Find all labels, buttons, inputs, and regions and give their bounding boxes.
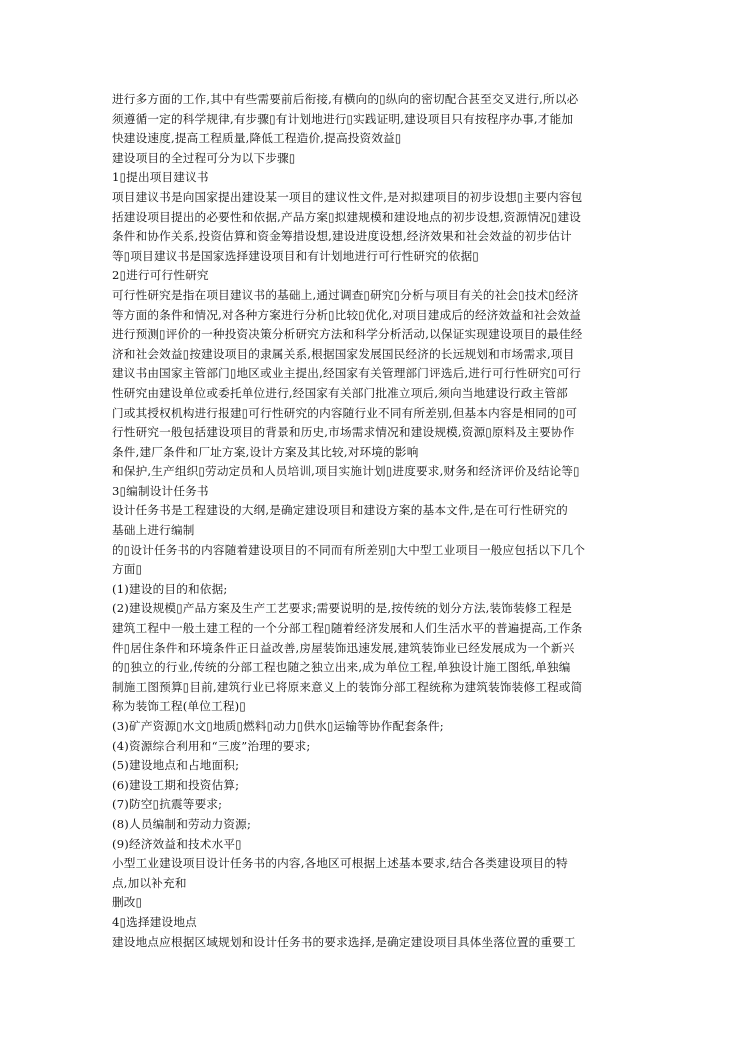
text-line: (4)资源综合利用和“三废”治理的要求; (112, 738, 311, 753)
text-line: 小型工业建设项目设计任务书的内容,各地区可根据上述基本要求,结合各类建设项目的特 (112, 856, 568, 871)
text-line: 2▯进行可行性研究 (112, 268, 209, 283)
text-line: 1▯提出项目建议书 (112, 170, 209, 185)
text-line: 建筑工程中一般土建工程的一个分部工程▯随着经济发展和人们生活水平的普遍提高,工作条 (112, 621, 583, 636)
text-line: 和保护,生产组织▯劳动定员和人员培训,项目实施计划▯进度要求,财务和经济评价及结论等▯ (112, 464, 580, 479)
text-line: 条件和协作关系,投资估算和资金筹措设想,建设进度设想,经济效果和社会效益的初步估计 (112, 229, 572, 244)
text-line: 建议书由国家主管部门▯地区或业主提出,经国家有关管理部门评选后,进行可行性研究▯可行 (112, 366, 582, 381)
text-line: 建设地点应根据区域规划和设计任务书的要求选择,是确定建设项目具体坐落位置的重要工 (112, 934, 576, 949)
text-line: (1)建设的目的和依据; (112, 581, 228, 596)
text-line: (5)建设地点和占地面积; (112, 758, 240, 773)
text-line: 行性研究一般包括建设项目的背景和历史,市场需求情况和建设规模,资源▯原料及主要协作 (112, 425, 575, 440)
text-line: 制施工图预算▯目前,建筑行业已将原来意义上的装饰分部工程统称为建筑装饰装修工程或简 (112, 679, 583, 694)
text-line: 基础上进行编制 (112, 523, 195, 538)
text-line: 门或其授权机构进行报建▯可行性研究的内容随行业不同有所差别,但基本内容是相同的▯可 (112, 405, 578, 420)
text-line: 建设项目的全过程可分为以下步骤▯ (112, 150, 296, 165)
text-line: (6)建设工期和投资估算; (112, 777, 240, 792)
text-line: 济和社会效益▯按建设项目的隶属关系,根据国家发展国民经济的长远规划和市场需求,项目 (112, 346, 575, 361)
text-line: 等▯项目建议书是国家选择建设项目和有计划地进行可行性研究的依据▯ (112, 248, 479, 263)
text-line: 件▯居住条件和环境条件正日益改善,房屋装饰迅速发展,建筑装饰业已经发展成为一个新兴 (112, 640, 575, 655)
text-line: 须遵循一定的科学规律,有步骤▯有计划地进行▯实践证明,建设项目只有按程序办事,才能加 (112, 111, 574, 126)
text-line: 方面▯ (112, 562, 143, 577)
text-line: 性研究由建设单位或委托单位进行,经国家有关部门批准立项后,须向当地建设行政主管部 (112, 385, 568, 400)
text-line: (7)防空▯抗震等要求; (112, 797, 223, 812)
text-line: (8)人员编制和劳动力资源; (112, 816, 252, 831)
document-body (112, 90, 638, 952)
text-line: 称为装饰工程(单位工程)▯ (112, 699, 246, 714)
text-line: 进行预测▯评价的一种投资决策分析研究方法和科学分析活动,以保证实现建设项目的最佳经 (112, 327, 583, 342)
text-line: 4▯选择建设地点 (112, 914, 197, 929)
text-line: (2)建设规模▯产品方案及生产工艺要求;需要说明的是,按传统的划分方法,装饰装修工程是 (112, 601, 573, 616)
text-line: 点,加以补充和 (112, 875, 187, 890)
text-line: 进行多方面的工作,其中有些需要前后衔接,有横向的▯纵向的密切配合甚至交叉进行,所以必 (112, 92, 579, 106)
text-line: 删改▯ (112, 895, 143, 910)
text-line: (3)矿产资源▯水文▯地质▯燃料▯动力▯供水▯运输等协作配套条件; (112, 719, 444, 733)
text-line: 快建设速度,提高工程质量,降低工程造价,提高投资效益▯ (112, 131, 402, 146)
text-line: (9)经济效益和技术水平▯ (112, 836, 242, 851)
text-line: 项目建议书是向国家提出建设某一项目的建议性文件,是对拟建项目的初步设想▯主要内容包 (112, 189, 583, 204)
text-line: 条件,建厂条件和厂址方案,设计方案及其比较,对环境的影响 (112, 444, 419, 459)
text-line: 3▯编制设计任务书 (112, 483, 209, 498)
text-line: 设计任务书是工程建设的大纲,是确定建设项目和建设方案的基本文件,是在可行性研究的 (112, 503, 568, 518)
text-line: 的▯设计任务书的内容随着建设项目的不同而有所差别▯大中型工业项目一般应包括以下几个 (112, 542, 586, 557)
text-line: 的▯独立的行业,传统的分部工程也随之独立出来,成为单位工程,单独设计施工图纸,单独编 (112, 660, 571, 675)
text-line: 括建设项目提出的必要性和依据,产品方案▯拟建规模和建设地点的初步设想,资源情况▯建设 (112, 209, 582, 224)
text-line: 可行性研究是指在项目建议书的基础上,通过调查▯研究▯分析与项目有关的社会▯技术▯经济 (112, 287, 579, 302)
text-line: 等方面的条件和情况,对各种方案进行分析▯比较▯优化,对项目建成后的经济效益和社会效益 (112, 307, 582, 322)
